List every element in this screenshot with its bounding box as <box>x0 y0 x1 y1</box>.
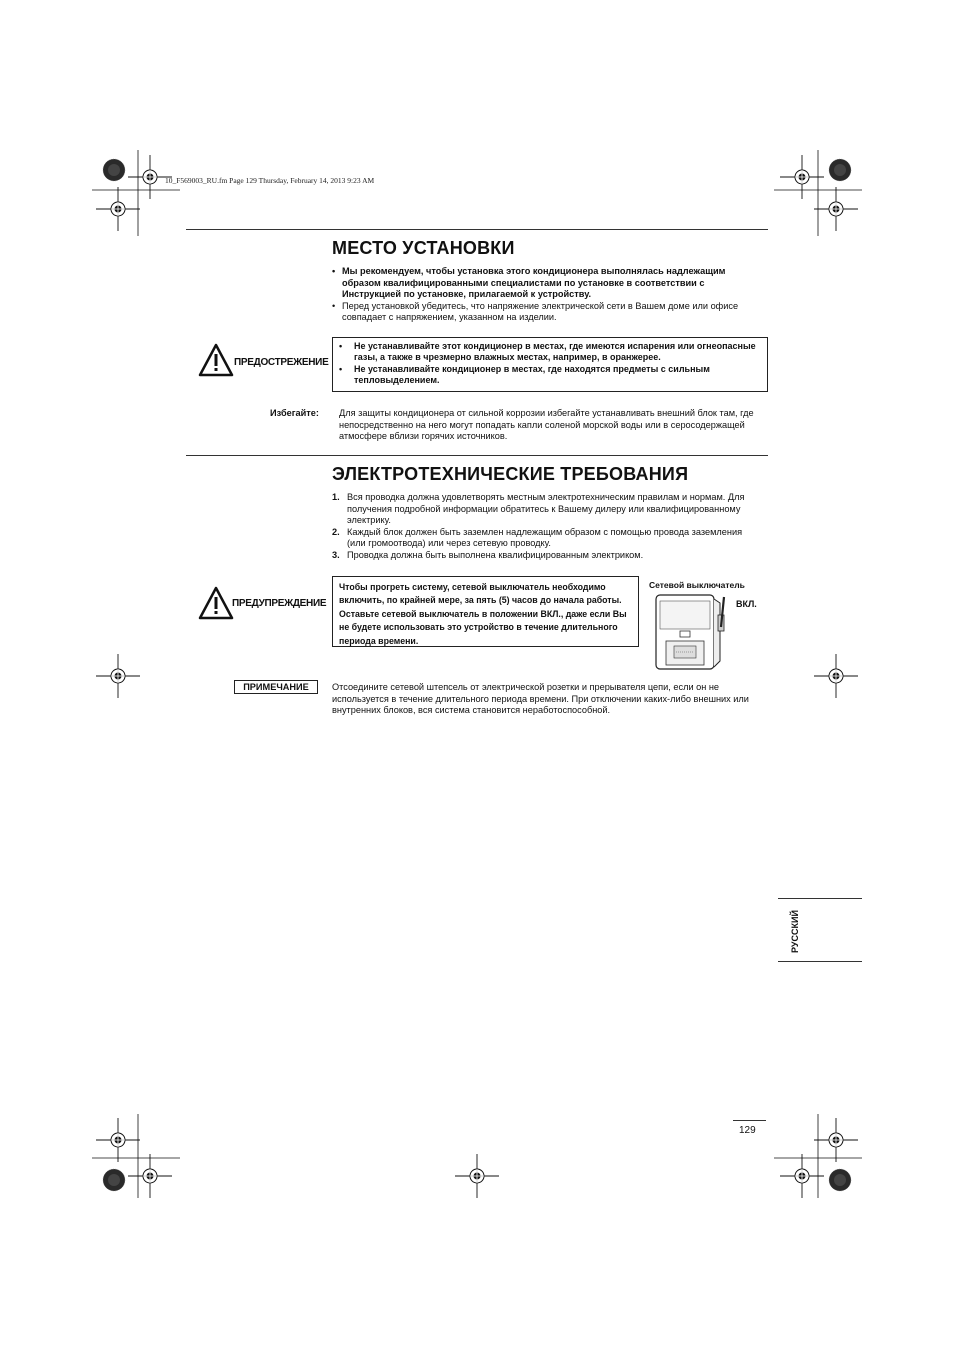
caution-list <box>339 341 761 387</box>
section-title-electrical: ЭЛЕКТРОТЕХНИЧЕСКИЕ ТРЕБОВАНИЯ <box>332 464 689 484</box>
language-tab-label: РУССКИЙ <box>790 910 800 953</box>
list-item <box>332 550 762 562</box>
warning-label-text: ПРЕДУПРЕЖДЕНИЕ <box>232 598 327 609</box>
list-item: • Мы рекомендуем, чтобы установка этого кондиционера выполнялась надлежащим образом квалифицированными специалистами по установке в соответствии с Инструкцией по установке, прилагаемой к устройству. <box>332 266 762 301</box>
item-text: Вся проводка должна удовлетворять местным электротехническим правилам и нормам. Для получения подробной информации обратитесь к Вашему дилеру или квалифицированному электрику. <box>347 492 745 526</box>
list-item: • Перед установкой убедитесь, что напряжение электрической сети в Вашем доме или офисе совпадает с напряжением, указанном на изделии. <box>332 301 762 324</box>
item-text: Проводка должна быть выполнена квалифицированным электриком. <box>347 549 644 560</box>
list-item: • Не устанавливайте этот кондиционер в местах, где имеются испарения или огнеопасные газы, а также в чрезмерно влажных местах, например, в оранжерее. <box>339 341 761 364</box>
language-tab <box>778 898 862 962</box>
list-item <box>332 492 762 527</box>
item-text: Каждый блок должен быть заземлен надлежащим образом с помощью провода заземления (или громоотвода) или через сетевую проводку. <box>347 526 743 549</box>
file-slug: 10_F569003_RU.fm Page 129 Thursday, February 14, 2013 9:23 AM <box>165 176 375 185</box>
item-number: 1. <box>332 492 340 502</box>
warning-label <box>198 586 328 622</box>
avoid-label: Избегайте: <box>270 408 319 418</box>
list-item <box>332 527 762 550</box>
item-number: 3. <box>332 549 340 560</box>
caution-box <box>332 337 768 392</box>
page-number-rule <box>733 1120 766 1121</box>
page-number: 129 <box>739 1125 756 1136</box>
note-label: ПРИМЕЧАНИЕ <box>234 680 318 694</box>
switch-caption: Сетевой выключатель <box>649 580 745 590</box>
warning-text: Чтобы прогреть систему, сетевой выключатель необходимо включить, по крайней мере, за пять (5) часов до начала работы. Оставьте сетевой выключатель в положении ВКЛ., даже если Вы не будете использовать это устройство в течение длительного периода времени. <box>339 582 627 646</box>
caution-label-text: ПРЕДОСТРЕЖЕНИЕ <box>234 357 329 368</box>
electrical-list <box>332 492 762 562</box>
section-rule <box>186 455 768 456</box>
switch-on-label: ВКЛ. <box>736 599 757 609</box>
warning-triangle-icon <box>198 586 234 620</box>
circuit-breaker-switch-icon <box>652 591 732 673</box>
warning-triangle-icon <box>198 343 234 377</box>
avoid-text: Для защиты кондиционера от сильной коррозии избегайте устанавливать внешний блок там, где непосредственно на него могут попадать капли соленой морской воды или в серосодержащей атмосфере вблизи горячих источников. <box>339 408 754 442</box>
note-text: Отсоедините сетевой штепсель от электрической розетки и прерывателя цепи, если он не используется в течение длительного периода времени. При отключении каких-либо внешних или внутренних блоков, вся система становится неработоспособной. <box>332 682 749 716</box>
warning-box <box>332 576 639 647</box>
caution-label <box>198 343 328 379</box>
section-title-installation: МЕСТО УСТАНОВКИ <box>332 238 515 258</box>
list-item: • Не устанавливайте кондиционер в местах, где находятся предметы с сильным тепловыделением. <box>339 364 761 387</box>
item-number: 2. <box>332 526 340 537</box>
installation-bullets <box>332 266 762 324</box>
section-rule <box>186 229 768 230</box>
